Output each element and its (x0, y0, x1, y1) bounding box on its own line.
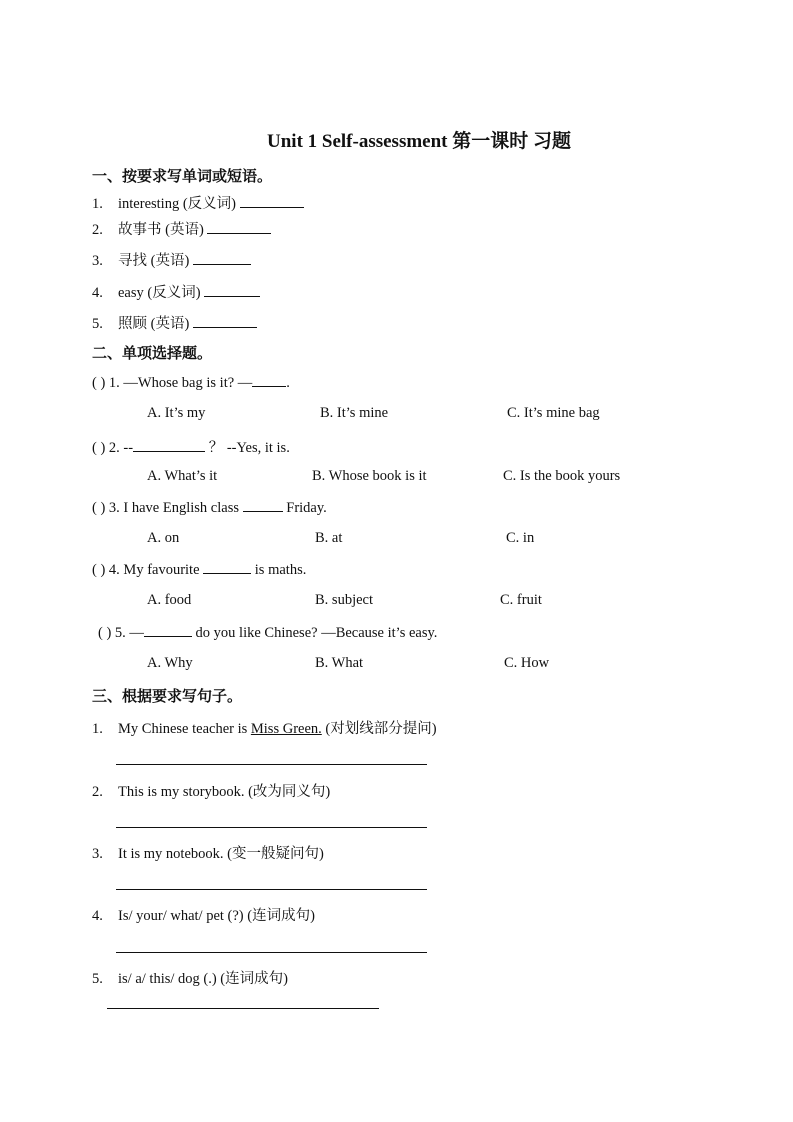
s3-item-5-num: 5. (92, 971, 103, 987)
s1-item-5-blank[interactable] (193, 315, 257, 328)
s2-q1-stem-a: 1. —Whose bag is it? — (108, 375, 253, 391)
s1-item-4-blank[interactable] (204, 284, 260, 297)
s2-q5-paren[interactable]: ( ) (98, 625, 112, 641)
s3-item-1-text: My Chinese teacher is (118, 721, 251, 737)
s2-q3-option-a[interactable]: A. on (147, 530, 180, 546)
s2-q5-blank[interactable] (144, 624, 192, 637)
s2-q4-paren[interactable]: ( ) (92, 562, 106, 578)
s2-q2-option-b[interactable]: B. Whose book is it (312, 468, 427, 484)
s2-q2-blank[interactable] (133, 439, 205, 452)
s1-item-4-num: 4. (92, 285, 103, 301)
s2-q2-stem-a: 2. -- (108, 440, 134, 456)
s1-item-3-blank[interactable] (193, 252, 251, 265)
s2-q1-stem-b: . (286, 375, 290, 391)
s2-q2-option-a[interactable]: A. What’s it (147, 468, 218, 484)
s1-item-2 (92, 218, 271, 239)
s2-q3-option-b[interactable]: B. at (315, 530, 343, 546)
s2-q4-blank[interactable] (203, 561, 251, 574)
s3-item-4-answer-line[interactable] (116, 952, 427, 953)
section1-heading: 一、按要求写单词或短语。 (92, 167, 273, 185)
s2-q4-option-c[interactable]: C. fruit (500, 592, 542, 608)
s1-item-4 (92, 281, 260, 302)
s2-q2-option-c[interactable]: C. Is the book yours (503, 468, 621, 484)
s2-q1-paren[interactable]: ( ) (92, 375, 106, 391)
s3-item-2-num: 2. (92, 784, 103, 800)
s3-item-1-underlined: Miss Green. (250, 721, 322, 737)
s2-q3-paren[interactable]: ( ) (92, 500, 106, 516)
s3-item-1-num: 1. (92, 721, 103, 737)
s3-item-2 (92, 780, 330, 801)
s3-item-5-answer-line[interactable] (107, 1008, 379, 1009)
s2-q5-stem-a: 5. — (114, 625, 144, 641)
s3-item-3-answer-line[interactable] (116, 889, 427, 890)
s2-q5-stem-b: do you like Chinese? —Because it’s easy. (191, 625, 438, 641)
s3-item-5 (92, 967, 288, 988)
s1-item-1-num: 1. (92, 196, 103, 212)
s2-question-4 (92, 561, 306, 579)
section3-heading: 三、根据要求写句子。 (92, 687, 243, 705)
s1-item-4-text: easy (反义词) (118, 285, 205, 301)
s2-q4-stem-a: 4. My favourite (108, 562, 204, 578)
s1-item-1 (92, 192, 304, 213)
s3-item-4-num: 4. (92, 908, 103, 924)
page-title: Unit 1 Self-assessment 第一课时 习题 (267, 131, 571, 152)
s2-question-2 (92, 436, 290, 457)
s2-q4-option-a[interactable]: A. food (147, 592, 192, 608)
s3-item-3 (92, 842, 324, 863)
s1-item-5-num: 5. (92, 316, 103, 332)
s3-item-3-text: It is my notebook. (变一般疑问句) (118, 846, 324, 862)
s2-q3-option-c[interactable]: C. in (506, 530, 535, 546)
s3-item-2-answer-line[interactable] (116, 827, 427, 828)
s2-question-1 (92, 374, 290, 392)
s2-q5-option-c[interactable]: C. How (504, 655, 550, 671)
s3-item-4 (92, 904, 315, 925)
s2-q3-stem-a: 3. I have English class (108, 500, 243, 516)
s2-q2-paren[interactable]: ( ) (92, 440, 106, 456)
s2-q4-option-b[interactable]: B. subject (315, 592, 373, 608)
s1-item-1-text: interesting (反义词) (118, 196, 240, 212)
s3-item-5-text: is/ a/ this/ dog (.) (连词成句) (118, 971, 288, 987)
section2-heading: 二、单项选择题。 (92, 344, 213, 362)
s1-item-1-blank[interactable] (240, 195, 304, 208)
s3-item-2-text: This is my storybook. (改为同义句) (118, 784, 331, 800)
s2-q5-option-a[interactable]: A. Why (147, 655, 193, 671)
s2-q1-option-b[interactable]: B. It’s mine (320, 405, 389, 421)
s2-q1-blank[interactable] (252, 374, 286, 387)
s3-item-1-answer-line[interactable] (116, 764, 427, 765)
s1-item-5-text: 照顾 (英语) (118, 316, 193, 332)
s1-item-5 (92, 312, 257, 333)
s3-item-1-instruction: (对划线部分提问) (321, 721, 437, 737)
s1-item-2-blank[interactable] (207, 221, 271, 234)
s1-item-2-text: 故事书 (英语) (118, 222, 208, 238)
s2-question-5 (98, 624, 437, 642)
s1-item-3-num: 3. (92, 253, 103, 269)
s3-item-4-text: Is/ your/ what/ pet (?) (连词成句) (118, 908, 315, 924)
s3-item-1 (92, 717, 437, 738)
s2-q4-stem-b: is maths. (251, 562, 307, 578)
s2-q2-stem-b: ？ --Yes, it is. (205, 440, 290, 456)
s2-q1-option-c[interactable]: C. It’s mine bag (507, 405, 600, 421)
s2-q5-option-b[interactable]: B. What (315, 655, 364, 671)
s1-item-3 (92, 249, 251, 270)
s1-item-2-num: 2. (92, 222, 103, 238)
s3-item-3-num: 3. (92, 846, 103, 862)
s2-q3-blank[interactable] (243, 499, 283, 512)
s2-q1-option-a[interactable]: A. It’s my (147, 405, 206, 421)
s2-q3-stem-b: Friday. (282, 500, 327, 516)
s1-item-3-text: 寻找 (英语) (118, 253, 193, 269)
s2-question-3 (92, 499, 327, 517)
